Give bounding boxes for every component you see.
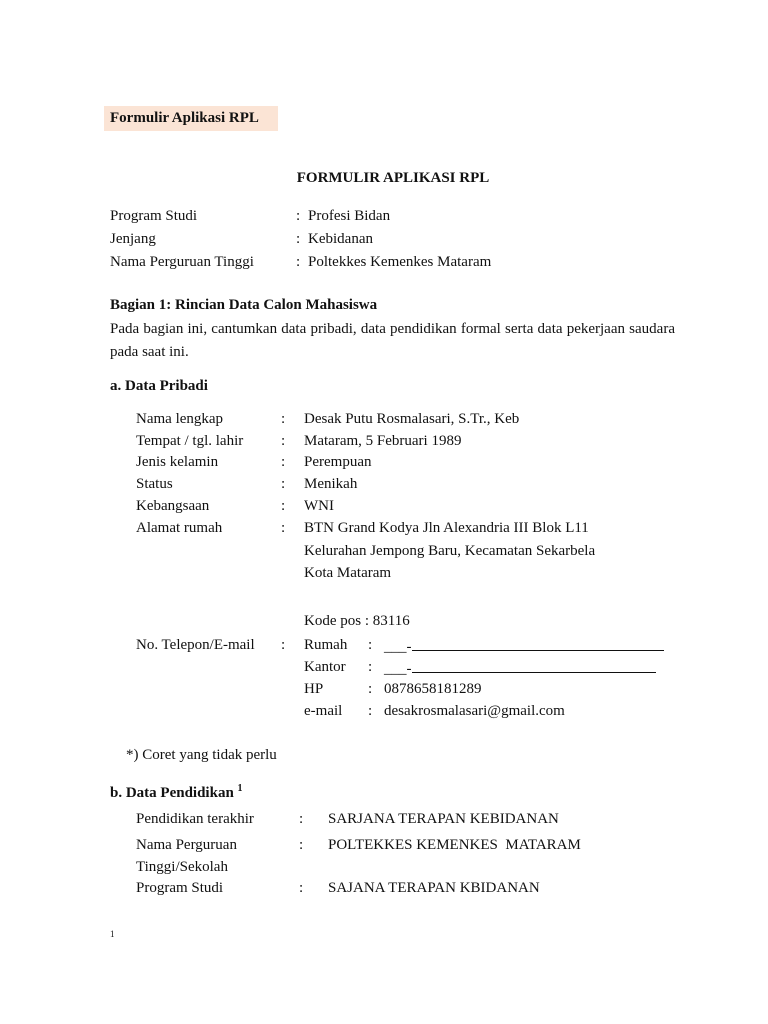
colon: : [299, 811, 304, 827]
strike-note: *) Coret yang tidak perlu [126, 747, 277, 763]
blank-line [412, 657, 656, 673]
birth-value: Mataram, 5 Februari 1989 [304, 433, 462, 449]
perguruan-tinggi-label: Nama Perguruan Tinggi [110, 254, 254, 270]
colon: : [281, 433, 286, 449]
colon: : [281, 520, 286, 536]
colon: : [368, 659, 373, 675]
colon: : [368, 681, 373, 697]
blank-line [412, 635, 664, 651]
address-line: Kota Mataram [304, 565, 392, 581]
field-label-cont: Tinggi/Sekolah [136, 859, 228, 875]
section1-heading: Bagian 1: Rincian Data Calon Mahasiswa [110, 297, 378, 313]
colon: : [296, 254, 301, 270]
page-title: FORMULIR APLIKASI RPL [296, 170, 490, 186]
field-label: Program Studi [136, 880, 224, 896]
contact-email-label: e-mail [304, 703, 343, 719]
colon: : [281, 498, 286, 514]
colon: : [296, 231, 301, 247]
perguruan-tinggi-value: Poltekkes Kemenkes Mataram [308, 254, 492, 270]
field-label: Nama lengkap [136, 411, 224, 427]
personal-data-heading: a. Data Pribadi [110, 378, 208, 394]
nationality-value: WNI [304, 498, 334, 514]
school-name-value: POLTEKKES KEMENKES MATARAM [328, 837, 581, 853]
footnote: 1 [110, 929, 115, 939]
education-heading [110, 783, 243, 803]
contact-office-value [384, 657, 656, 679]
field-label: Status [136, 476, 173, 492]
colon: : [281, 411, 286, 427]
field-label: Jenis kelamin [136, 454, 219, 470]
address-line: Kelurahan Jempong Baru, Kecamatan Sekarbela [304, 543, 596, 559]
contact-office-label: Kantor [304, 659, 346, 675]
status-value: Menikah [304, 476, 358, 492]
education-heading-text: b. Data Pendidikan [110, 785, 234, 801]
section1-paragraph: Pada bagian ini, cantumkan data pribadi, data pendidikan formal serta data pekerjaan saudara pada saat ini. [110, 321, 675, 360]
field-label: Nama Perguruan [136, 837, 237, 853]
program-studi-label: Program Studi [110, 208, 198, 224]
contact-hp-value: 0878658181289 [384, 681, 482, 697]
gender-value: Perempuan [304, 454, 372, 470]
colon: : [296, 208, 301, 224]
contact-home-value [384, 635, 664, 657]
colon: : [368, 637, 373, 653]
footnote-mark: 1 [237, 783, 243, 794]
home-phone-text: ___- [384, 639, 412, 655]
jenjang-value: Kebidanan [308, 231, 373, 247]
colon: : [281, 476, 286, 492]
colon: : [299, 880, 304, 896]
field-label: Pendidikan terakhir [136, 811, 254, 827]
last-education-value: SARJANA TERAPAN KEBIDANAN [328, 811, 559, 827]
colon: : [368, 703, 373, 719]
contact-hp-label: HP [304, 681, 324, 697]
field-label: Kebangsaan [136, 498, 210, 514]
field-label: Tempat / tgl. lahir [136, 433, 244, 449]
postal-code: Kode pos : 83116 [304, 613, 410, 629]
office-phone-text: ___- [384, 661, 412, 677]
full-name-value: Desak Putu Rosmalasari, S.Tr., Keb [304, 411, 520, 427]
colon: : [299, 837, 304, 853]
contact-label: No. Telepon/E-mail [136, 637, 255, 653]
contact-home-label: Rumah [304, 637, 348, 653]
contact-email-value: desakrosmalasari@gmail.com [384, 703, 565, 719]
field-label: Alamat rumah [136, 520, 223, 536]
colon: : [281, 454, 286, 470]
jenjang-label: Jenjang [110, 231, 156, 247]
colon: : [281, 637, 286, 653]
form-header-label: Formulir Aplikasi RPL [104, 106, 278, 131]
address-value: BTN Grand Kodya Jln Alexandria III Blok L11 [304, 520, 589, 536]
study-program-value: SAJANA TERAPAN KBIDANAN [328, 880, 540, 896]
program-studi-value: Profesi Bidan [308, 208, 391, 224]
